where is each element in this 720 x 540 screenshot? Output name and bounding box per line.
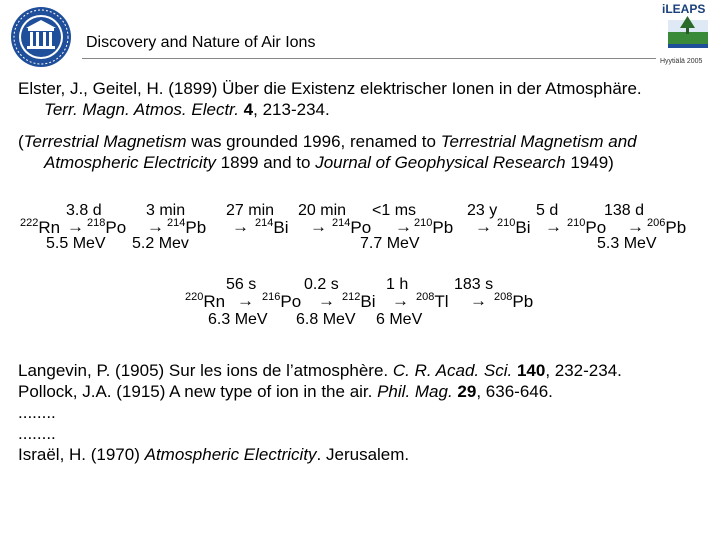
nuclide: $^{222}$Rn (20, 217, 61, 237)
half-life: 0.2 s (304, 276, 339, 293)
half-life: 5 d (536, 202, 559, 219)
decay-arrow: → (310, 217, 327, 236)
journal-name: Terrestrial Magnetism and (440, 132, 637, 151)
nuclide: $^{216}$Po (262, 291, 302, 311)
nuclide: $^{210}$Pb (414, 217, 454, 237)
nuclide: $^{210}$Bi (497, 217, 531, 237)
decay-energy: 5.2 Mev (132, 235, 189, 252)
journal-name: Atmospheric Electricity (44, 153, 216, 172)
decay-arrow: → (318, 291, 335, 310)
reference-pollock: Pollock, J.A. (1915) A new type of ion in the air. Phil. Mag. 29, 636-646. (18, 382, 553, 401)
decay-energy: 6.3 MeV (208, 311, 268, 328)
decay-energy: 5.3 MeV (597, 235, 657, 252)
ellipsis-line: ........ (18, 403, 56, 422)
half-life: 138 d (604, 202, 645, 219)
decay-arrow: → (627, 217, 644, 236)
journal-history-note (18, 131, 637, 173)
decay-arrow: → (147, 217, 164, 236)
note-text: was grounded 1996, renamed to (186, 132, 441, 151)
slide-title: Discovery and Nature of Air Ions (86, 34, 316, 51)
reference-israel: Israël, H. (1970) Atmospheric Electricity. Jerusalem. (18, 445, 410, 464)
half-life: 20 min (298, 202, 347, 219)
half-life: 3.8 d (66, 202, 102, 219)
decay-arrow: → (470, 291, 487, 310)
decay-arrow: → (232, 217, 249, 236)
reference-langevin: Langevin, P. (1905) Sur les ions de l’atmosphère. C. R. Acad. Sci. 140, 232-234. (18, 361, 622, 380)
nuclide: $^{220}$Rn (185, 291, 226, 311)
decay-arrow: → (545, 217, 562, 236)
decay-energy: 5.5 MeV (46, 235, 106, 252)
nuclide: $^{212}$Bi (342, 291, 376, 311)
title-divider (82, 58, 656, 59)
ileaps-caption: Hyytiälä 2005 (660, 58, 703, 65)
reference-list (18, 360, 622, 465)
decay-arrow: → (237, 291, 254, 310)
note-text: ( (18, 132, 24, 151)
journal-name: Terrestrial Magnetism (23, 132, 187, 151)
reference-elster-geitel (18, 78, 642, 120)
ellipsis-line: ........ (18, 424, 56, 443)
journal-name: Journal of Geophysical Research (315, 153, 566, 172)
decay-arrow: → (475, 217, 492, 236)
ileaps-logo-text: iLEAPS (662, 2, 706, 16)
nuclide: $^{214}$Po (332, 217, 372, 237)
decay-energy: 6.8 MeV (296, 311, 356, 328)
nuclide: $^{206}$Pb (647, 217, 687, 237)
half-life: 27 min (226, 202, 275, 219)
decay-arrow: → (67, 217, 84, 236)
nuclide: $^{210}$Po (567, 217, 607, 237)
note-text: 1949) (565, 153, 614, 172)
pages: , 213-234. (253, 100, 330, 119)
half-life: 3 min (146, 202, 186, 219)
note-line-2 (18, 152, 637, 173)
reference-citation (18, 99, 642, 120)
reference-line: Elster, J., Geitel, H. (1899) Über die Existenz elektrischer Ionen in der Atmosphäre. (18, 79, 642, 98)
half-life: 23 y (467, 202, 498, 219)
nuclide: $^{208}$Tl (416, 291, 449, 311)
nuclide: $^{214}$Pb (167, 217, 207, 237)
decay-arrow: → (395, 217, 412, 236)
decay-arrow: → (392, 291, 409, 310)
nuclide: $^{218}$Po (87, 217, 127, 237)
decay-energy: 7.7 MeV (360, 235, 420, 252)
note-text: 1899 and to (215, 153, 316, 172)
nuclide: $^{214}$Bi (255, 217, 289, 237)
decay-energy: 6 MeV (376, 311, 423, 328)
half-life: 183 s (454, 276, 494, 293)
half-life: <1 ms (372, 202, 417, 219)
university-seal-logo (10, 6, 72, 68)
nuclide: $^{208}$Pb (494, 291, 534, 311)
journal-name: Terr. Magn. Atmos. Electr. (44, 100, 239, 119)
volume: 4 (243, 100, 254, 119)
half-life: 56 s (226, 276, 257, 293)
half-life: 1 h (386, 276, 409, 293)
